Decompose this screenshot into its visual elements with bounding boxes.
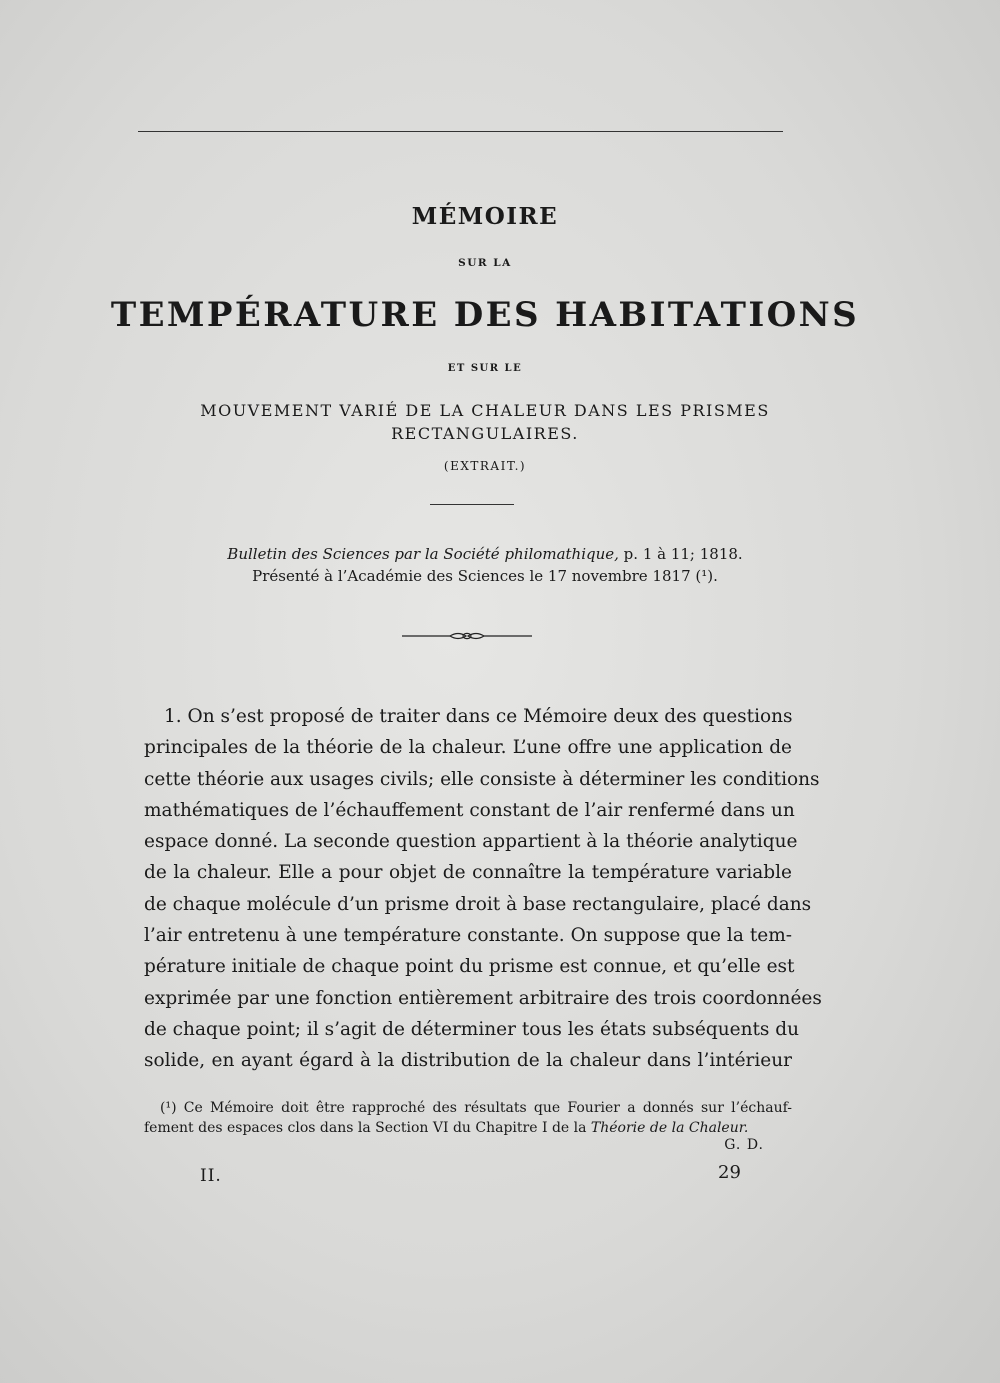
body-line: solide, en ayant égard à la distribution de la chaleur dans l’intérieur bbox=[144, 1050, 792, 1072]
footnote bbox=[144, 1098, 792, 1138]
footnote-book-title: Théorie de la Chaleur. bbox=[590, 1120, 749, 1136]
body-line: principales de la théorie de la chaleur. L’une offre une application de bbox=[144, 737, 792, 759]
body-line: 1. On s’est proposé de traiter dans ce Mémoire deux des questions bbox=[164, 706, 793, 727]
body-paragraph bbox=[144, 701, 822, 1077]
body-line: cette théorie aux usages civils; elle consiste à déterminer les conditions bbox=[144, 768, 820, 790]
signature-mark: II. bbox=[200, 1166, 222, 1186]
subtitle-line: RECTANGULAIRES. bbox=[391, 424, 579, 443]
body-line: mathématiques de l’échauffement constant de l’air renfermé dans un bbox=[144, 799, 795, 821]
main-title: TEMPÉRATURE DES HABITATIONS bbox=[110, 295, 860, 335]
body-line: de chaque point; il s’agit de déterminer tous les états subséquents du bbox=[144, 1018, 800, 1040]
subtitle bbox=[100, 399, 870, 445]
title-memoire: MÉMOIRE bbox=[411, 203, 559, 230]
source-citation bbox=[100, 543, 870, 587]
title-et-sur-le: ET SUR LE bbox=[447, 363, 523, 374]
extrait-label: (EXTRAIT.) bbox=[443, 459, 527, 473]
body-line: de la chaleur. Elle a pour objet de connaître la température variable bbox=[144, 862, 792, 884]
editor-signature: G. D. bbox=[724, 1137, 764, 1153]
ornament-divider-icon bbox=[402, 628, 532, 644]
title-sur-la: SUR LA bbox=[458, 257, 512, 269]
title-separator-rule bbox=[430, 504, 514, 505]
bulletin-title: Bulletin des Sciences par la Société philomathique, bbox=[227, 545, 619, 563]
footnote-line: (¹) Ce Mémoire doit être rapproché des résultats que Fourier a donnés sur l’échauf- bbox=[160, 1100, 792, 1116]
body-line: espace donné. La seconde question appartient à la théorie analytique bbox=[144, 831, 798, 853]
page-number: 29 bbox=[718, 1162, 741, 1183]
footnote-text: fement des espaces clos dans la Section VI du Chapitre I de la bbox=[144, 1120, 591, 1136]
body-line: de chaque molécule d’un prisme droit à base rectangulaire, placé dans bbox=[144, 893, 812, 915]
presented-line: Présenté à l’Académie des Sciences le 17 novembre 1817 (¹). bbox=[252, 567, 718, 585]
footnote-line bbox=[144, 1118, 792, 1138]
body-line: pérature initiale de chaque point du prisme est connue, et qu’elle est bbox=[144, 956, 795, 978]
subtitle-line: MOUVEMENT VARIÉ DE LA CHALEUR DANS LES PRISMES bbox=[200, 401, 770, 420]
bulletin-line bbox=[100, 543, 870, 565]
body-line: exprimée par une fonction entièrement arbitraire des trois coordonnées bbox=[144, 987, 822, 1009]
body-line: l’air entretenu à une température constante. On suppose que la tem- bbox=[144, 925, 792, 947]
bulletin-pages: p. 1 à 11; 1818. bbox=[618, 545, 743, 563]
header-rule bbox=[138, 131, 783, 132]
